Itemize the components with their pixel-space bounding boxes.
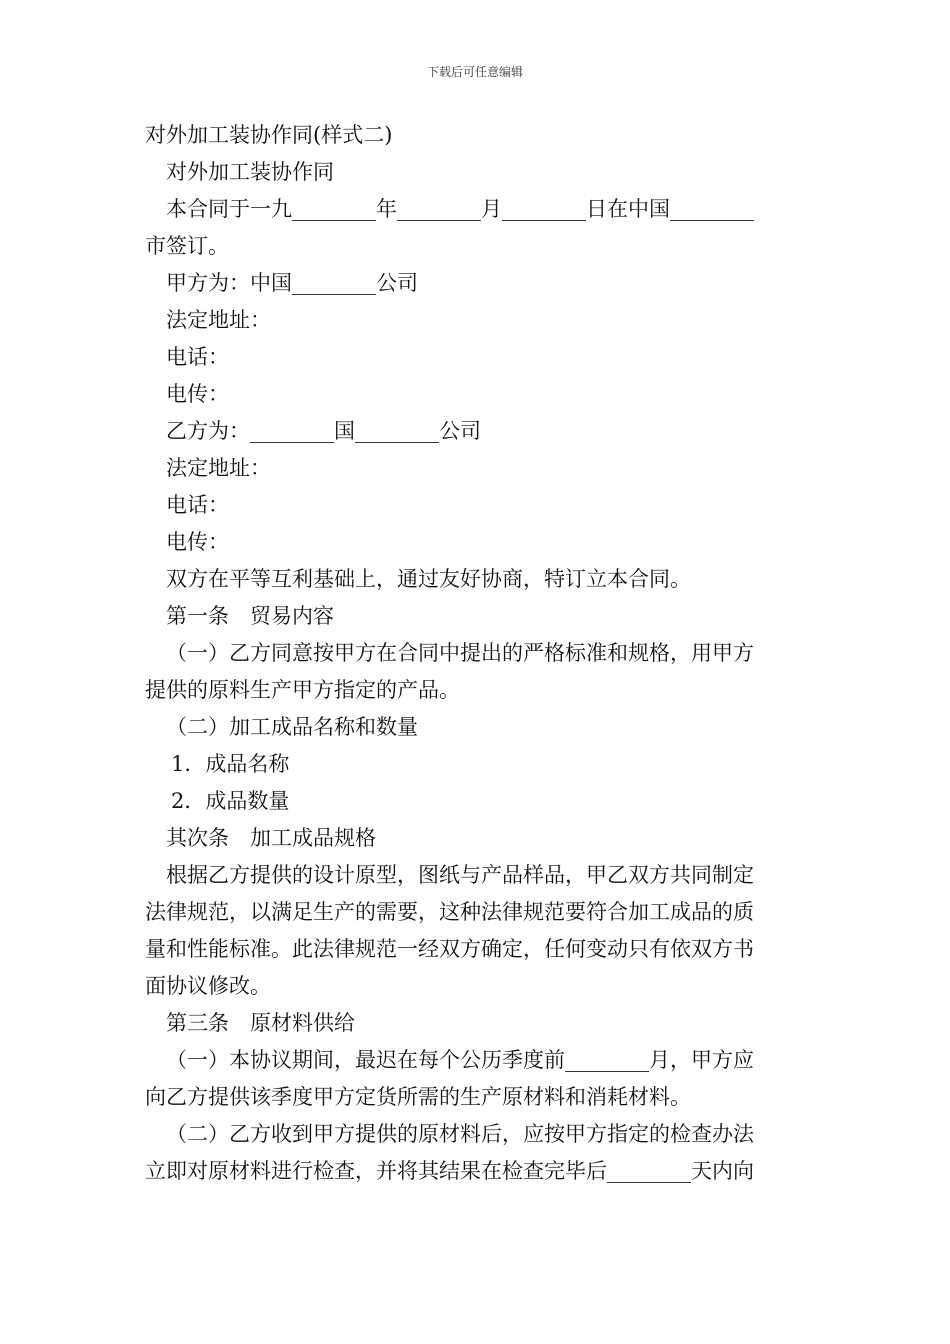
party-b-phone: 电话： [166,493,229,517]
party-a-phone: 电话： [166,345,229,369]
party-b-name: 乙方为：________国________公司 [166,419,481,443]
party-b-address: 法定地址： [166,456,271,480]
article-2-text-cont-1: 法律规范，以满足生产的需要，这种法律规范要符合加工成品的质 [145,900,754,924]
article-2-text-cont-2: 量和性能标准。此法律规范一经双方确定，任何变动只有依双方书 [145,937,754,961]
article-1-clause-1: （一）乙方同意按甲方在合同中提出的严格标准和规格，用甲方 [166,641,754,665]
preamble: 双方在平等互利基础上，通过友好协商，特订立本合同。 [166,567,691,591]
article-2-text-cont-3: 面协议修改。 [145,974,271,998]
article-1-clause-2: （二）加工成品名称和数量 [166,715,418,739]
article-2-heading: 其次条 加工成品规格 [166,826,376,850]
party-a-name: 甲方为：中国________公司 [166,271,418,295]
party-b-telex: 电传： [166,530,229,554]
article-3-clause-1-cont: 向乙方提供该季度甲方定货所需的生产原材料和消耗材料。 [145,1085,691,1109]
contract-heading: 对外加工装协作同 [166,160,334,184]
article-1-heading: 第一条 贸易内容 [166,604,334,628]
signing-place-line: 市签订。 [145,234,229,258]
article-1-clause-1-cont: 提供的原料生产甲方指定的产品。 [145,678,460,702]
product-quantity-item: 2．成品数量 [171,789,290,813]
page-header: 下载后可任意编辑 [426,65,523,79]
signing-date-line: 本合同于一九________年________月________日在中国________ [166,197,754,221]
article-2-text: 根据乙方提供的设计原型，图纸与产品样品，甲乙双方共同制定 [166,863,754,887]
document-title: 对外加工装协作同(样式二) [145,123,393,147]
product-name-item: 1．成品名称 [171,752,290,776]
article-3-clause-2: （二）乙方收到甲方提供的原材料后，应按甲方指定的检查办法 [166,1122,754,1146]
party-a-address: 法定地址： [166,308,271,332]
party-a-telex: 电传： [166,382,229,406]
article-3-clause-2-cont: 立即对原材料进行检查，并将其结果在检查完毕后________天内向 [145,1159,754,1183]
article-3-clause-1: （一）本协议期间，最迟在每个公历季度前________月，甲方应 [166,1048,754,1072]
article-3-heading: 第三条 原材料供给 [166,1011,355,1035]
contract-body [145,117,810,1190]
